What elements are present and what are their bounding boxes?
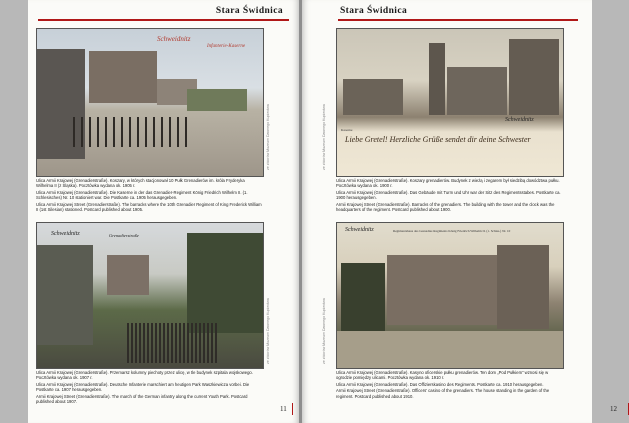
caption-english: Armii Krajowej Street (Grenadierstraße). The march of the German infantry along the current Youth Park. Postcard published about 1907. bbox=[36, 393, 248, 404]
regiment-headquarters-photo bbox=[336, 28, 564, 177]
page-number: 12 bbox=[610, 405, 617, 413]
photo-credit: ze zbiorów Muzeum Dawnego Kupiectwa bbox=[266, 298, 270, 364]
barracks-square-photo bbox=[36, 28, 264, 177]
caption-english: Armii Krajowej Street (Grenadierstraße). Barracks of the grenadiers. The building with the tower and the clock was the headquarters of the regiment. Postcard published about 1900. bbox=[336, 201, 555, 212]
caption-block bbox=[36, 370, 262, 405]
photo-stamp-sub: Grenadierstraße bbox=[109, 233, 139, 238]
right-page bbox=[302, 0, 617, 423]
caption-polish: Ulica Armii Krajowej (Grenadierstraße). Koszary grenadierów. Budynek z wieżą i zegarem był siedzibą dowództwa pułku. Pocztówka wydana ok. 1900 r. bbox=[336, 178, 560, 189]
running-header: Stara Świdnica bbox=[215, 6, 283, 16]
photo-stamp: Schweidnitz bbox=[345, 227, 374, 233]
caption-block bbox=[336, 178, 562, 213]
caption-english: Ulica Armii Krajowej Street (Grenadierstraße). The barracks where the 10th Grenadier Regiment of King Frederick William II (1st Silesian) stationed. Postcard published about 1905. bbox=[36, 201, 262, 212]
officers-casino-photo bbox=[336, 222, 564, 369]
caption-english: Armii Krajowej Street (Grenadierstraße). Officers' casino of the grenadiers. The house standing in the garden of the regiment. Postcard published about 1910. bbox=[336, 388, 550, 399]
photo-stamp: Schweidnitz bbox=[505, 117, 534, 123]
caption-block bbox=[336, 370, 562, 400]
photo-stamp: Schweidnitz bbox=[157, 35, 191, 43]
caption-block bbox=[36, 178, 262, 213]
photo-credit: ze zbiorów Muzeum Dawnego Kupiectwa bbox=[322, 298, 326, 364]
left-page bbox=[28, 0, 299, 423]
photo-printed-line: Regimentshaus des Grenadier-Regiments König Friedrich Wilhelm II. (1. Schles.) Nr. 10 bbox=[393, 229, 511, 233]
header-rule bbox=[338, 19, 578, 21]
photo-stamp-sub: Infanterie-Kaserne bbox=[207, 44, 246, 49]
caption-german: Ulica Armii Krajowej (Grenadierstraße). Die Kaserne in der das Grenadier-Regiment König Friedrich Wilhelm II. (1. Schlesisches) Nr. 10 stationiert war. Die Postkarte ca. 1905 herausgegeben. bbox=[36, 189, 248, 201]
caption-german: Ulica Armii Krajowej (Grenadierstraße). Das Offizierskasino des Regiments. Postkarte ca. 1910 herausgegeben. bbox=[336, 381, 544, 387]
header-rule bbox=[38, 19, 289, 21]
caption-polish: Ulica Armii Krajowej (Grenadierstraße). Przemarsz kolumny piechoty przez ulicę, w tle budynek szpitala wojskowego. Pocztówka wydana ok. 1907 r. bbox=[36, 370, 253, 381]
caption-german: Ulica Armii Krajowej (Grenadierstraße). Deutsche Infanterie marschiert am heutigen Park Waszkiewicza vorbei. Die Postkarte ca. 1907 herausgegeben. bbox=[36, 381, 250, 393]
running-header: Stara Świdnica bbox=[340, 6, 408, 16]
photo-printed-line: Kaserne bbox=[341, 128, 353, 132]
page-number: 11 bbox=[280, 405, 287, 413]
caption-polish: Ulica Armii Krajowej (Grenadierstraße). Kasyno oficerskie pułku grenadierów. Ten dom „Pod Pułkiem” wznosi się w ogrodzie pomiędzy ulicami. Pocztówka wydana ok. 1910 r. bbox=[336, 370, 549, 381]
photo-credit: ze zbiorów Muzeum Dawnego Kupiectwa bbox=[322, 104, 326, 170]
infantry-march-photo bbox=[36, 222, 264, 369]
photo-credit: ze zbiorów Muzeum Dawnego Kupiectwa bbox=[266, 104, 270, 170]
caption-polish: Ulica Armii Krajowej (Grenadierstraße). Koszary, w których stacjonował 10 Pułk Grenadierów im. króla Fryderyka Wilhelma II (z Śląska). Pocztówka wydana ok. 1905 r. bbox=[36, 178, 245, 189]
caption-german: Ulica Armii Krajowej (Grenadierstraße). Das Gebäude mit Turm und Uhr war der Sitz des Regimentsstabes. Postkarte ca. 1900 herausgegeben. bbox=[336, 189, 561, 201]
handwritten-message: Liebe Gretel! Herzliche Grüße sendet dir deine Schwester bbox=[345, 135, 531, 144]
page-number-mark bbox=[292, 403, 293, 415]
photo-stamp: Schweidnitz bbox=[51, 231, 80, 237]
